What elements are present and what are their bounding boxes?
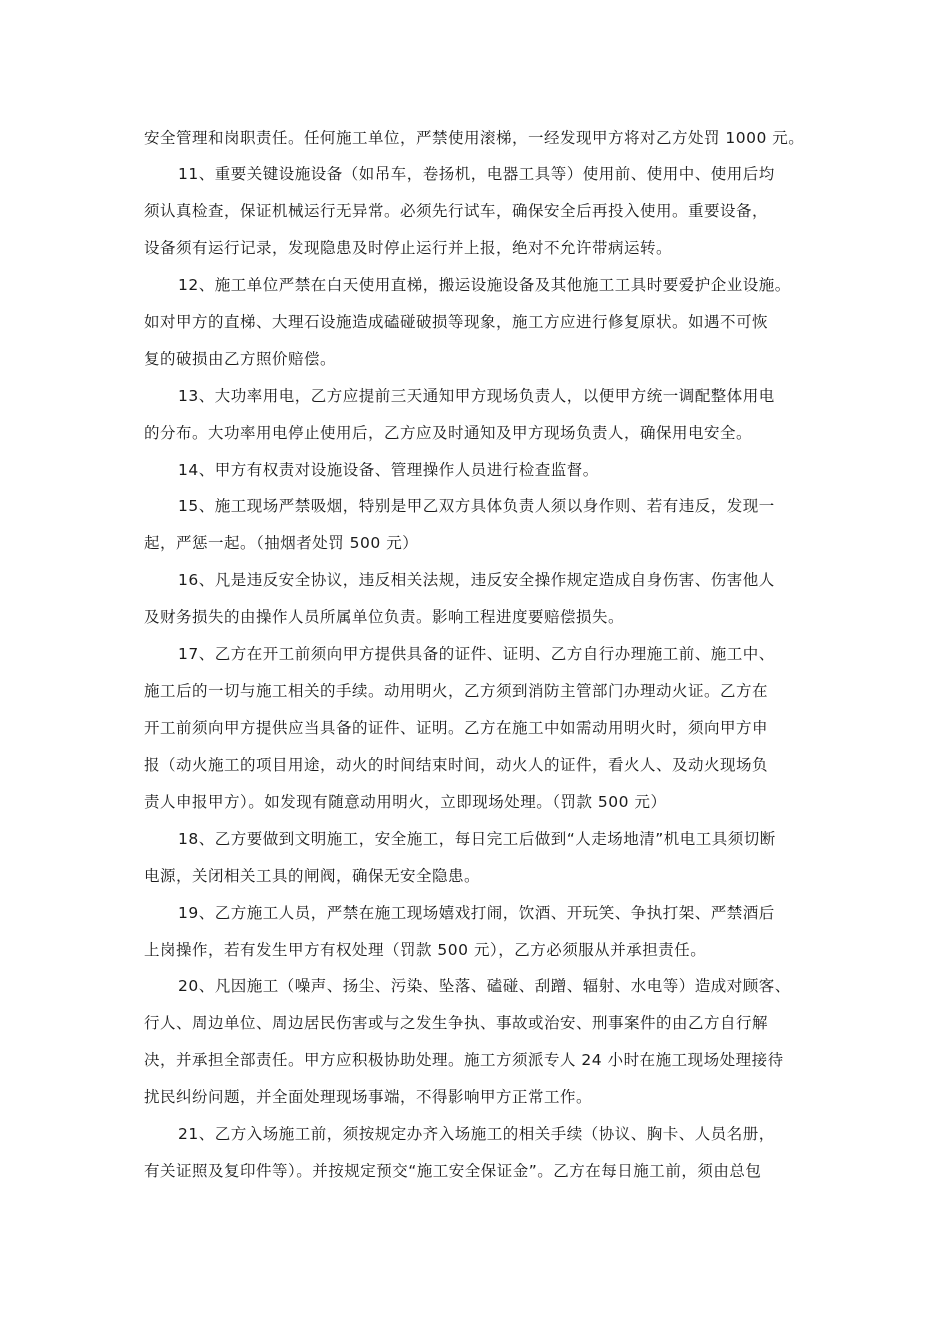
text-line: 11、重要关键设施设备（如吊车，卷扬机，电器工具等）使用前、使用中、使用后均 <box>178 165 775 183</box>
text-line: 报（动火施工的项目用途，动火的时间结束时间，动火人的证件，看火人、及动火现场负 <box>144 756 769 774</box>
text-line: 电源，关闭相关工具的闸阀，确保无安全隐患。 <box>144 867 481 885</box>
text-line: 安全管理和岗职责任。任何施工单位，严禁使用滚梯，一经发现甲方将对乙方处罚 1000 元。 <box>144 129 805 147</box>
text-line: 16、凡是违反安全协议，违反相关法规，违反安全操作规定造成自身伤害、伤害他人 <box>178 571 775 589</box>
text-line: 18、乙方要做到文明施工，安全施工，每日完工后做到“人走场地清”机电工具须切断 <box>178 830 776 848</box>
text-line: 决，并承担全部责任。甲方应积极协助处理。施工方须派专人 24 小时在施工现场处理接待 <box>144 1051 784 1069</box>
text-line: 扰民纠纷问题，并全面处理现场事端，不得影响甲方正常工作。 <box>144 1088 593 1106</box>
text-line: 起，严惩一起。（抽烟者处罚 500 元） <box>144 534 419 552</box>
text-line: 20、凡因施工（噪声、扬尘、污染、坠落、磕碰、刮蹭、辐射、水电等）造成对顾客、 <box>178 977 791 995</box>
text-line: 设备须有运行记录，发现隐患及时停止运行并上报，绝对不允许带病运转。 <box>144 239 673 257</box>
text-line: 14、甲方有权责对设施设备、管理操作人员进行检查监督。 <box>178 461 599 479</box>
text-line: 开工前须向甲方提供应当具备的证件、证明。乙方在施工中如需动用明火时，须向甲方申 <box>144 719 769 737</box>
text-line: 施工后的一切与施工相关的手续。动用明火，乙方须到消防主管部门办理动火证。乙方在 <box>144 682 769 700</box>
text-line: 行人、周边单位、周边居民伤害或与之发生争执、事故或治安、刑事案件的由乙方自行解 <box>144 1014 769 1032</box>
text-line: 复的破损由乙方照价赔偿。 <box>144 350 337 368</box>
text-line: 21、乙方入场施工前，须按规定办齐入场施工的相关手续（协议、胸卡、人员名册， <box>178 1125 775 1143</box>
text-line: 17、乙方在开工前须向甲方提供具备的证件、证明、乙方自行办理施工前、施工中、 <box>178 645 775 663</box>
text-line: 上岗操作，若有发生甲方有权处理（罚款 500 元），乙方必须服从并承担责任。 <box>144 941 707 959</box>
text-line: 有关证照及复印件等）。并按规定预交“施工安全保证金”。乙方在每日施工前，须由总包 <box>144 1162 762 1180</box>
text-line: 的分布。大功率用电停止使用后，乙方应及时通知及甲方现场负责人，确保用电安全。 <box>144 424 753 442</box>
text-line: 须认真检查，保证机械运行无异常。必须先行试车，确保安全后再投入使用。重要设备， <box>144 202 769 220</box>
text-line: 13、大功率用电，乙方应提前三天通知甲方现场负责人，以便甲方统一调配整体用电 <box>178 387 775 405</box>
text-line: 责人申报甲方）。如发现有随意动用明火，立即现场处理。（罚款 500 元） <box>144 793 667 811</box>
text-line: 12、施工单位严禁在白天使用直梯，搬运设施设备及其他施工工具时要爱护企业设施。 <box>178 276 791 294</box>
text-line: 19、乙方施工人员，严禁在施工现场嬉戏打闹，饮酒、开玩笑、争执打架、严禁酒后 <box>178 904 775 922</box>
text-line: 如对甲方的直梯、大理石设施造成磕碰破损等现象，施工方应进行修复原状。如遇不可恢 <box>144 313 769 331</box>
text-line: 及财务损失的由操作人员所属单位负责。影响工程进度要赔偿损失。 <box>144 608 625 626</box>
text-line: 15、施工现场严禁吸烟，特别是甲乙双方具体负责人须以身作则、若有违反，发现一 <box>178 497 775 515</box>
